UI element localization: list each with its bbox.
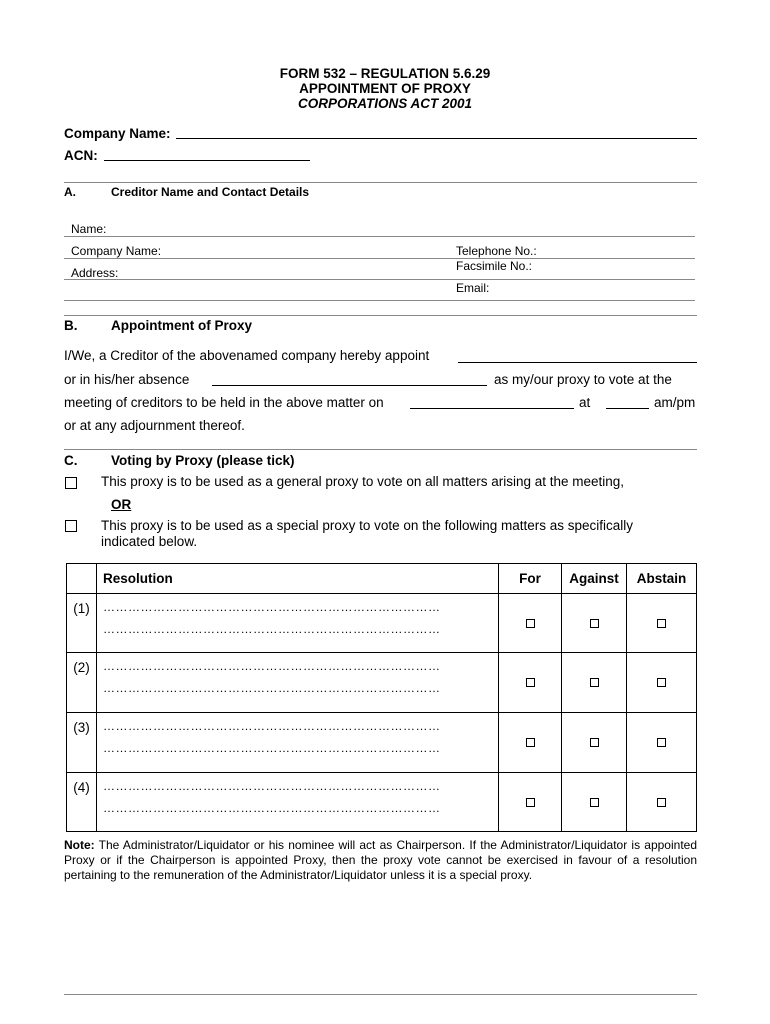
adjournment-text: or at any adjournment thereof. — [64, 418, 245, 433]
dotted-line: ……………………………………………………………………… — [103, 622, 441, 636]
abstain-cell — [627, 713, 697, 773]
address-label: Address: — [71, 266, 119, 280]
section-b-title: Appointment of Proxy — [111, 318, 252, 333]
telephone-label: Telephone No.: — [456, 244, 537, 258]
table-row — [67, 773, 697, 832]
or-text: OR — [111, 497, 132, 512]
for-checkbox[interactable] — [526, 619, 535, 628]
dotted-line: ……………………………………………………………………… — [103, 779, 441, 793]
dotted-line: ……………………………………………………………………… — [103, 681, 441, 695]
abstain-checkbox[interactable] — [657, 678, 666, 687]
against-checkbox[interactable] — [590, 798, 599, 807]
general-proxy-text: This proxy is to be used as a general proxy to vote on all matters arising at the meeting, — [101, 474, 625, 489]
act-title: CORPORATIONS ACT 2001 — [297, 96, 473, 111]
table-row — [67, 653, 697, 713]
dotted-line: ……………………………………………………………………… — [103, 801, 441, 815]
abstain-header: Abstain — [627, 564, 697, 594]
for-cell — [499, 773, 562, 832]
abstain-checkbox[interactable] — [657, 738, 666, 747]
creditor-company-label: Company Name: — [71, 244, 162, 258]
note-text: The Administrator/Liquidator or his nominee will act as Chairperson. If the Administrator/Liquidator is appointed Proxy or if the Chairperson is appointed Proxy, then the proxy vote cannot be exercised in favour of a resolution pertaining to the remuneration of the Administrator/Liquidator unless it is a special proxy. — [64, 838, 698, 882]
table-row — [67, 594, 697, 653]
against-checkbox[interactable] — [590, 738, 599, 747]
special-proxy-text-1: This proxy is to be used as a special proxy to vote on the following matters as specifically — [101, 518, 634, 533]
abstain-cell — [627, 594, 697, 653]
abstain-cell — [627, 773, 697, 832]
for-cell — [499, 653, 562, 713]
acn-label: ACN: — [64, 148, 98, 163]
resolution-header: Resolution — [97, 564, 499, 594]
note — [64, 838, 697, 883]
special-proxy-text-2: indicated below. — [101, 534, 198, 549]
appointee-field[interactable] — [458, 362, 697, 363]
resolution-number: (2) — [67, 653, 97, 713]
alternate-proxy-field[interactable] — [212, 385, 487, 386]
proxy-vote-text: as my/our proxy to vote at the — [494, 372, 672, 387]
section-b-divider — [64, 315, 697, 316]
section-c-title: Voting by Proxy (please tick) — [111, 453, 295, 468]
email-field[interactable] — [64, 300, 695, 301]
against-cell — [562, 713, 627, 773]
dotted-line: ……………………………………………………………………… — [103, 600, 441, 614]
creditor-company-field[interactable] — [64, 258, 695, 259]
against-header: Against — [562, 564, 627, 594]
resolution-text-cell[interactable] — [97, 773, 499, 832]
facsimile-label: Facsimile No.: — [456, 259, 533, 273]
resolutions-table — [66, 563, 697, 832]
for-header: For — [499, 564, 562, 594]
for-checkbox[interactable] — [526, 738, 535, 747]
company-name-label: Company Name: — [64, 126, 171, 141]
for-cell — [499, 713, 562, 773]
resolution-number: (3) — [67, 713, 97, 773]
dotted-line: ……………………………………………………………………… — [103, 719, 441, 733]
against-checkbox[interactable] — [590, 678, 599, 687]
creditor-name-label: Name: — [71, 222, 107, 236]
special-proxy-checkbox[interactable] — [65, 520, 77, 532]
meeting-text: meeting of creditors to be held in the above matter on — [64, 395, 384, 410]
section-c-letter: C. — [64, 453, 78, 468]
creditor-name-field[interactable] — [64, 236, 695, 237]
against-cell — [562, 594, 627, 653]
company-name-trailing: _ — [618, 124, 626, 139]
against-checkbox[interactable] — [590, 619, 599, 628]
email-label: Email: — [456, 281, 490, 295]
section-c-divider — [64, 449, 697, 450]
ampm-text: am/pm — [654, 395, 696, 410]
number-header-cell — [67, 564, 97, 594]
table-row — [67, 713, 697, 773]
dotted-line: ……………………………………………………………………… — [103, 659, 441, 673]
resolution-text-cell[interactable] — [97, 713, 499, 773]
appoint-text: I/We, a Creditor of the abovenamed company hereby appoint — [64, 348, 430, 363]
resolution-number: (1) — [67, 594, 97, 653]
against-cell — [562, 653, 627, 713]
resolution-text-cell[interactable] — [97, 594, 499, 653]
footer-divider — [64, 994, 697, 995]
at-text: at — [579, 395, 591, 410]
absence-text: or in his/her absence — [64, 372, 190, 387]
abstain-checkbox[interactable] — [657, 619, 666, 628]
meeting-date-field[interactable] — [410, 408, 574, 409]
resolution-text-cell[interactable] — [97, 653, 499, 713]
abstain-checkbox[interactable] — [657, 798, 666, 807]
acn-field[interactable] — [104, 160, 310, 161]
for-cell — [499, 594, 562, 653]
section-a-divider — [64, 182, 697, 183]
form-title: FORM 532 – REGULATION 5.6.29 — [279, 66, 491, 81]
form-subtitle: APPOINTMENT OF PROXY — [299, 81, 471, 96]
abstain-cell — [627, 653, 697, 713]
general-proxy-checkbox[interactable] — [65, 477, 77, 489]
meeting-time-field[interactable] — [606, 408, 649, 409]
table-header-row — [67, 564, 697, 594]
against-cell — [562, 773, 627, 832]
section-a-letter: A. — [64, 185, 76, 199]
section-b-letter: B. — [64, 318, 78, 333]
resolution-number: (4) — [67, 773, 97, 832]
address-field[interactable] — [64, 279, 695, 280]
dotted-line: ……………………………………………………………………… — [103, 741, 441, 755]
section-a-title: Creditor Name and Contact Details — [111, 185, 310, 199]
note-label: Note: — [64, 838, 95, 852]
for-checkbox[interactable] — [526, 678, 535, 687]
for-checkbox[interactable] — [526, 798, 535, 807]
